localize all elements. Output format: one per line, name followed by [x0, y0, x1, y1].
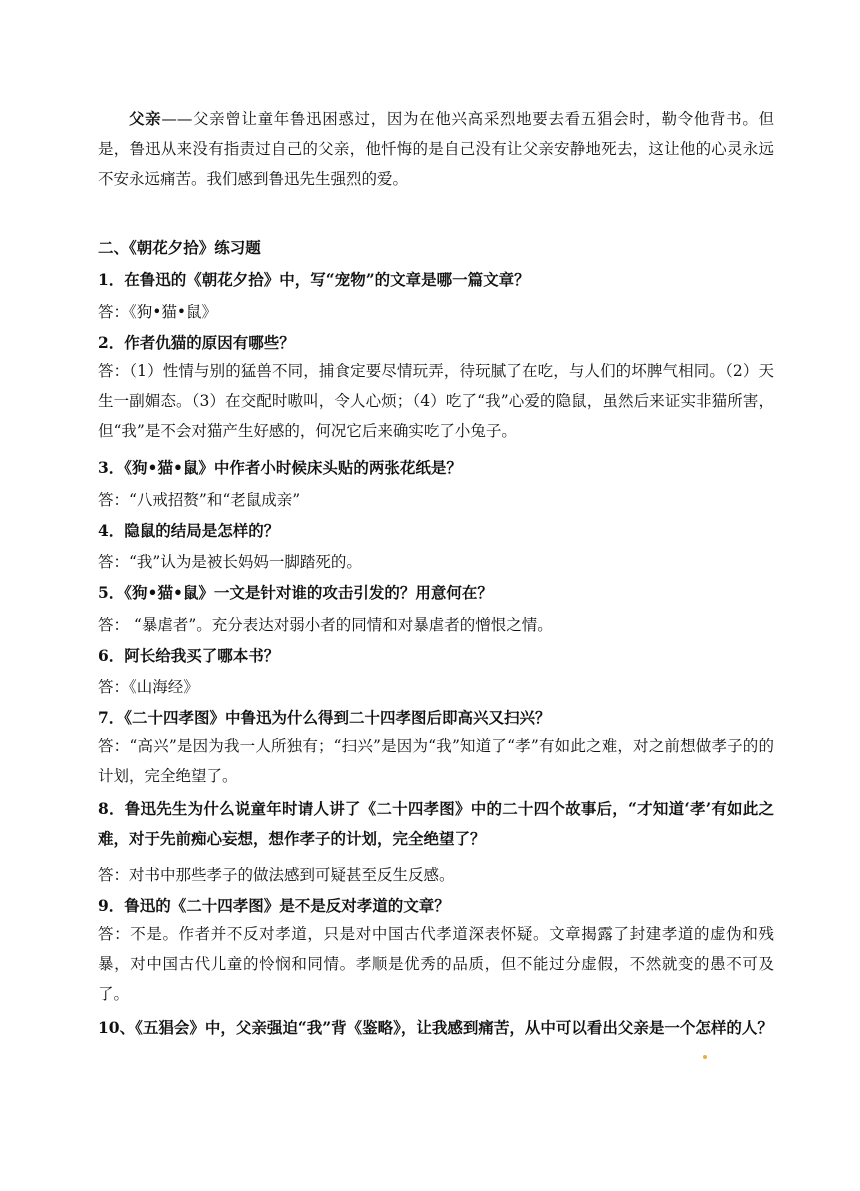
question-8: 8．鲁迅先生为什么说童年时请人讲了《二十四孝图》中的二十四个故事后，“才知道‘孝’有如此之难，对于先前痴心妄想，想作孝子的计划，完全绝望了？ [98, 799, 774, 848]
answer-2: 答：（1）性情与别的猛兽不同，捕食定要尽情玩弄，待玩腻了在吃，与人们的坏脾气相同。（2）天生一副媚态。（3）在交配时嗷叫，令人心烦；（4）吃了“我”心爱的隐鼠，虽然后来证实非猫所害，但“我”是不会对猫产生好感的，何况它后来确实吃了小兔子。 [98, 362, 774, 440]
question-10: 10、《五猖会》中，父亲强迫“我”背《鉴略》，让我感到痛苦，从中可以看出父亲是一个怎样的人？ [98, 1018, 773, 1037]
answer-8: 答：对书中那些孝子的做法感到可疑甚至反生反感。 [98, 866, 455, 884]
answer-5: 答： “暴虐者”。充分表达对弱小者的同情和对暴虐者的憎恨之情。 [98, 616, 553, 634]
answer-3: 答：“八戒招赘”和“老鼠成亲” [98, 491, 301, 509]
intro-bold-lead: 父亲 [129, 109, 162, 128]
intro-paragraph [98, 104, 774, 194]
answer-9: 答：不是。作者并不反对孝道，只是对中国古代孝道深表怀疑。文章揭露了封建孝道的虚伪和残暴，对中国古代儿童的怜悯和同情。孝顺是优秀的品质，但不能过分虚假，不然就变的愚不可及了。 [98, 925, 774, 1003]
answer-6: 答：《山海经》 [98, 678, 199, 696]
question-7: 7．《二十四孝图》中鲁迅为什么得到二十四孝图后即高兴又扫兴？ [98, 708, 551, 727]
stray-mark [703, 1055, 707, 1059]
answer-4: 答：“我”认为是被长妈妈一脚踏死的。 [98, 553, 362, 571]
section-title: 二、《朝花夕拾》练习题 [98, 238, 261, 257]
question-4: 4．隐鼠的结局是怎样的？ [98, 521, 280, 540]
question-2: 2．作者仇猫的原因有哪些？ [98, 333, 295, 352]
question-5: 5．《狗•猫•鼠》一文是针对谁的攻击引发的？用意何在？ [98, 583, 493, 602]
question-1: 1．在鲁迅的《朝花夕拾》中，写“宠物”的文章是哪一篇文章？ [98, 270, 530, 289]
question-9: 9．鲁迅的《二十四孝图》是不是反对孝道的文章？ [98, 896, 450, 915]
question-3: 3．《狗•猫•鼠》中作者小时候床头贴的两张花纸是？ [98, 458, 462, 477]
intro-text: ——父亲曾让童年鲁迅困惑过，因为在他兴高采烈地要去看五猖会时，勒令他背书。但是，鲁迅从来没有指责过自己的父亲，他忏悔的是自己没有让父亲安静地死去，这让他的心灵永远不安永远痛苦。我们感到鲁迅先生强烈的爱。 [98, 110, 774, 188]
answer-1: 答：《狗•猫•鼠》 [98, 303, 218, 321]
question-6: 6．阿长给我买了哪本书？ [98, 646, 280, 665]
answer-7: 答：“高兴”是因为我一人所独有；“扫兴”是因为“我”知道了“孝”有如此之难，对之前想做孝子的的计划，完全绝望了。 [98, 737, 774, 785]
